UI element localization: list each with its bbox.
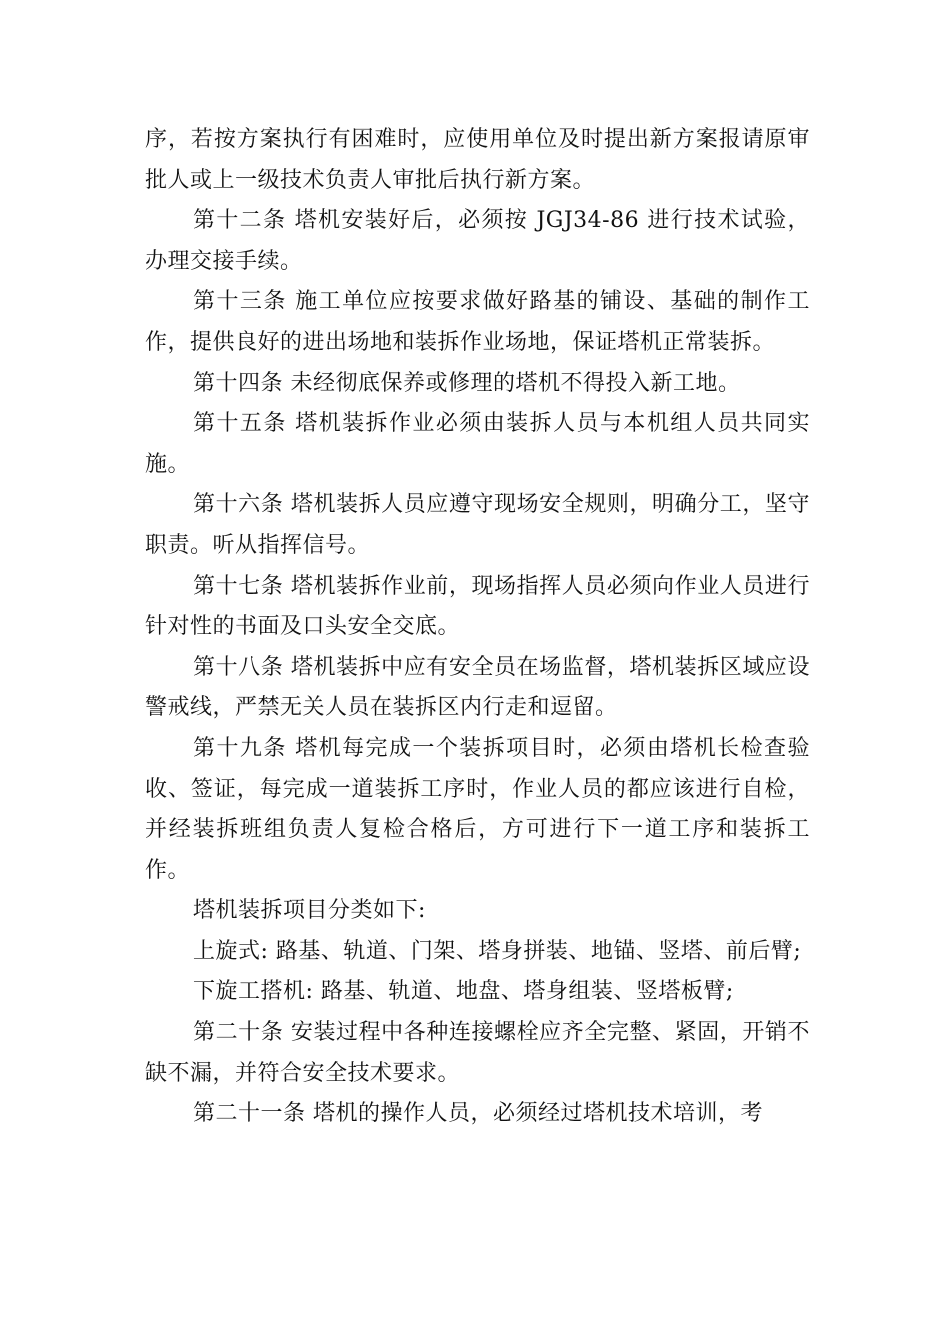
paragraph-article-18: 第十八条 塔机装拆中应有安全员在场监督，塔机装拆区域应设警戒线，严禁无关人员在装拆区内行走和逗留。 (145, 654, 810, 721)
paragraph-classification-lower: 下旋工搭机: 路基、轨道、地盘、塔身组装、竖塔板臂; (193, 979, 734, 1005)
paragraph: 序，若按方案执行有困难时，应使用单位及时提出新方案报请原审批人或上一级技术负责人审批后执行新方案。 (145, 127, 810, 193)
paragraph-article-15: 第十五条 塔机装拆作业必须由装拆人员与本机组人员共同实施。 (145, 411, 810, 477)
paragraph-article-21: 第二十一条 塔机的操作人员，必须经过塔机技术培训，考 (193, 1101, 763, 1127)
paragraph-classification-upper: 上旋式: 路基、轨道、门架、塔身拼装、地锚、竖塔、前后臂; (193, 938, 802, 964)
paragraph-article-19: 第十九条 塔机每完成一个装拆项目时，必须由塔机长检查验收、签证，每完成一道装拆工序时，作业人员的都应该进行自检，并经装拆班组负责人复检合格后，方可进行下一道工序和装拆工作。 (145, 735, 810, 883)
document-body (145, 120, 810, 1135)
paragraph-article-13: 第十三条 施工单位应按要求做好路基的铺设、基础的制作工作，提供良好的进出场地和装拆作业场地，保证塔机正常装拆。 (145, 289, 810, 355)
paragraph-article-20: 第二十条 安装过程中各种连接螺栓应齐全完整、紧固，开销不缺不漏，并符合安全技术要求。 (145, 1020, 810, 1086)
paragraph-classification-heading: 塔机装拆项目分类如下: (193, 898, 426, 924)
paragraph-article-12: 第十二条 塔机安装好后，必须按 JGJ34-86 进行技术试验，办理交接手续。 (145, 208, 810, 274)
paragraph-article-16: 第十六条 塔机装拆人员应遵守现场安全规则，明确分工，坚守职责。听从指挥信号。 (145, 492, 810, 558)
paragraph-article-14: 第十四条 未经彻底保养或修理的塔机不得投入新工地。 (193, 370, 741, 396)
paragraph-article-17: 第十七条 塔机装拆作业前，现场指挥人员必须向作业人员进行针对性的书面及口头安全交底。 (145, 573, 810, 640)
